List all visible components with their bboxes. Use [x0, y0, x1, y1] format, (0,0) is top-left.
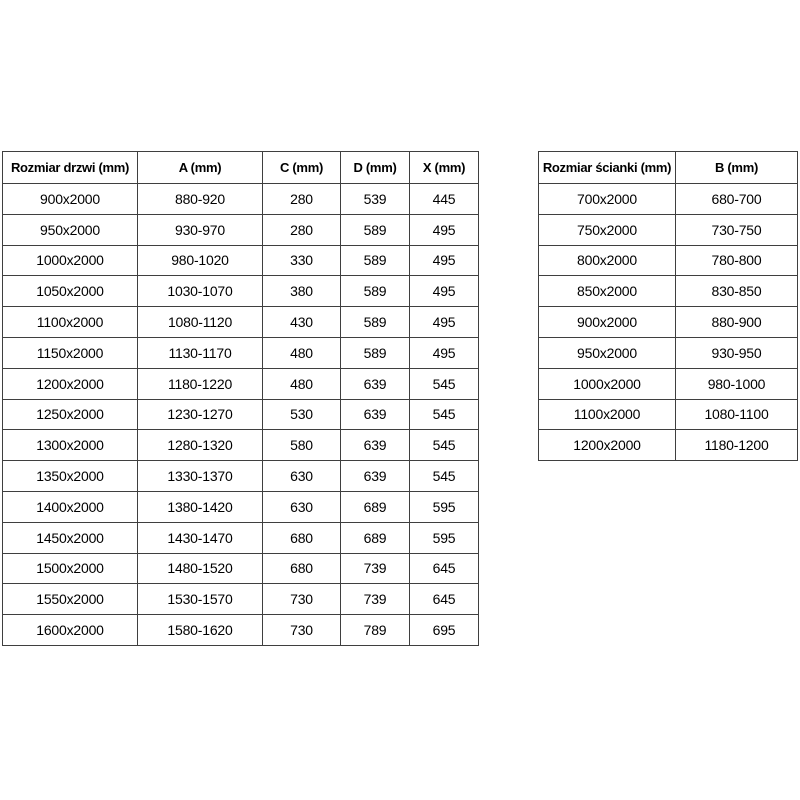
table-row — [539, 214, 798, 245]
table-cell: 595 — [410, 522, 479, 553]
table-row — [539, 337, 798, 368]
table-cell: 930-970 — [138, 214, 263, 245]
table-cell: 1000x2000 — [539, 368, 676, 399]
table-cell: 695 — [410, 615, 479, 646]
column-header: D (mm) — [341, 152, 410, 184]
table-cell: 1550x2000 — [3, 584, 138, 615]
table-cell: 580 — [263, 430, 341, 461]
table-cell: 1100x2000 — [539, 399, 676, 430]
table-cell: 480 — [263, 368, 341, 399]
table-cell: 750x2000 — [539, 214, 676, 245]
table-cell: 1400x2000 — [3, 491, 138, 522]
table-cell: 1350x2000 — [3, 461, 138, 492]
table-cell: 900x2000 — [3, 184, 138, 215]
table-cell: 680 — [263, 553, 341, 584]
table-row — [3, 461, 479, 492]
column-header: Rozmiar ścianki (mm) — [539, 152, 676, 184]
table-cell: 589 — [341, 337, 410, 368]
table-row — [3, 522, 479, 553]
table-cell: 689 — [341, 491, 410, 522]
table-cell: 539 — [341, 184, 410, 215]
table-cell: 445 — [410, 184, 479, 215]
table-cell: 589 — [341, 214, 410, 245]
table-cell: 780-800 — [676, 245, 798, 276]
table-cell: 595 — [410, 491, 479, 522]
table-cell: 980-1000 — [676, 368, 798, 399]
table-cell: 1100x2000 — [3, 307, 138, 338]
table-cell: 1030-1070 — [138, 276, 263, 307]
table-cell: 880-900 — [676, 307, 798, 338]
table-cell: 930-950 — [676, 337, 798, 368]
table-cell: 680-700 — [676, 184, 798, 215]
table-row — [539, 245, 798, 276]
table-cell: 1180-1200 — [676, 430, 798, 461]
table-cell: 1080-1120 — [138, 307, 263, 338]
table-cell: 630 — [263, 491, 341, 522]
table-cell: 330 — [263, 245, 341, 276]
table-cell: 645 — [410, 584, 479, 615]
table-cell: 280 — [263, 184, 341, 215]
table-cell: 1600x2000 — [3, 615, 138, 646]
table-cell: 1450x2000 — [3, 522, 138, 553]
door-dimensions-table — [2, 151, 479, 646]
table-row — [3, 584, 479, 615]
table-cell: 730 — [263, 584, 341, 615]
table-cell: 1300x2000 — [3, 430, 138, 461]
table-cell: 589 — [341, 307, 410, 338]
table-cell: 1000x2000 — [3, 245, 138, 276]
table-cell: 589 — [341, 276, 410, 307]
table-cell: 730-750 — [676, 214, 798, 245]
table-row — [539, 184, 798, 215]
table-cell: 1380-1420 — [138, 491, 263, 522]
table-cell: 1130-1170 — [138, 337, 263, 368]
table-cell: 589 — [341, 245, 410, 276]
table-row — [539, 368, 798, 399]
table-cell: 639 — [341, 461, 410, 492]
table-cell: 495 — [410, 276, 479, 307]
table-cell: 1180-1220 — [138, 368, 263, 399]
table-row — [3, 368, 479, 399]
table-cell: 1500x2000 — [3, 553, 138, 584]
table-row — [3, 399, 479, 430]
table-cell: 639 — [341, 399, 410, 430]
table-cell: 900x2000 — [539, 307, 676, 338]
column-header: A (mm) — [138, 152, 263, 184]
table-row — [539, 430, 798, 461]
table-cell: 495 — [410, 337, 479, 368]
table-row — [539, 399, 798, 430]
table-cell: 430 — [263, 307, 341, 338]
table-cell: 980-1020 — [138, 245, 263, 276]
table-cell: 545 — [410, 430, 479, 461]
table-cell: 645 — [410, 553, 479, 584]
table-row — [3, 214, 479, 245]
table-cell: 739 — [341, 553, 410, 584]
table-cell: 380 — [263, 276, 341, 307]
table-cell: 1200x2000 — [539, 430, 676, 461]
table-cell: 1230-1270 — [138, 399, 263, 430]
table-cell: 630 — [263, 461, 341, 492]
table-cell: 1080-1100 — [676, 399, 798, 430]
table-cell: 850x2000 — [539, 276, 676, 307]
table-cell: 689 — [341, 522, 410, 553]
table-cell: 800x2000 — [539, 245, 676, 276]
table-row — [3, 276, 479, 307]
table-cell: 530 — [263, 399, 341, 430]
table-cell: 880-920 — [138, 184, 263, 215]
table-row — [539, 276, 798, 307]
table-cell: 639 — [341, 430, 410, 461]
table-cell: 700x2000 — [539, 184, 676, 215]
table-cell: 495 — [410, 214, 479, 245]
table-cell: 730 — [263, 615, 341, 646]
table-cell: 1480-1520 — [138, 553, 263, 584]
table-cell: 495 — [410, 307, 479, 338]
table-cell: 680 — [263, 522, 341, 553]
column-header: Rozmiar drzwi (mm) — [3, 152, 138, 184]
table-cell: 545 — [410, 399, 479, 430]
table-cell: 545 — [410, 461, 479, 492]
table-cell: 789 — [341, 615, 410, 646]
table-cell: 830-850 — [676, 276, 798, 307]
table-cell: 1330-1370 — [138, 461, 263, 492]
column-header: C (mm) — [263, 152, 341, 184]
table-row — [3, 491, 479, 522]
table-row — [3, 184, 479, 215]
table-row — [3, 245, 479, 276]
table-cell: 1050x2000 — [3, 276, 138, 307]
table-cell: 739 — [341, 584, 410, 615]
table-row — [539, 307, 798, 338]
table-cell: 1580-1620 — [138, 615, 263, 646]
table-cell: 1200x2000 — [3, 368, 138, 399]
table-row — [3, 553, 479, 584]
wall-dimensions-table — [538, 151, 798, 461]
table-cell: 280 — [263, 214, 341, 245]
table-cell: 545 — [410, 368, 479, 399]
table-cell: 495 — [410, 245, 479, 276]
column-header: B (mm) — [676, 152, 798, 184]
column-header: X (mm) — [410, 152, 479, 184]
header-row — [3, 152, 479, 184]
table-cell: 950x2000 — [539, 337, 676, 368]
table-row — [3, 307, 479, 338]
table-cell: 1430-1470 — [138, 522, 263, 553]
header-row — [539, 152, 798, 184]
table-cell: 1530-1570 — [138, 584, 263, 615]
table-row — [3, 615, 479, 646]
table-cell: 480 — [263, 337, 341, 368]
table-cell: 1250x2000 — [3, 399, 138, 430]
table-cell: 1150x2000 — [3, 337, 138, 368]
table-cell: 1280-1320 — [138, 430, 263, 461]
table-cell: 950x2000 — [3, 214, 138, 245]
table-cell: 639 — [341, 368, 410, 399]
table-row — [3, 337, 479, 368]
table-row — [3, 430, 479, 461]
